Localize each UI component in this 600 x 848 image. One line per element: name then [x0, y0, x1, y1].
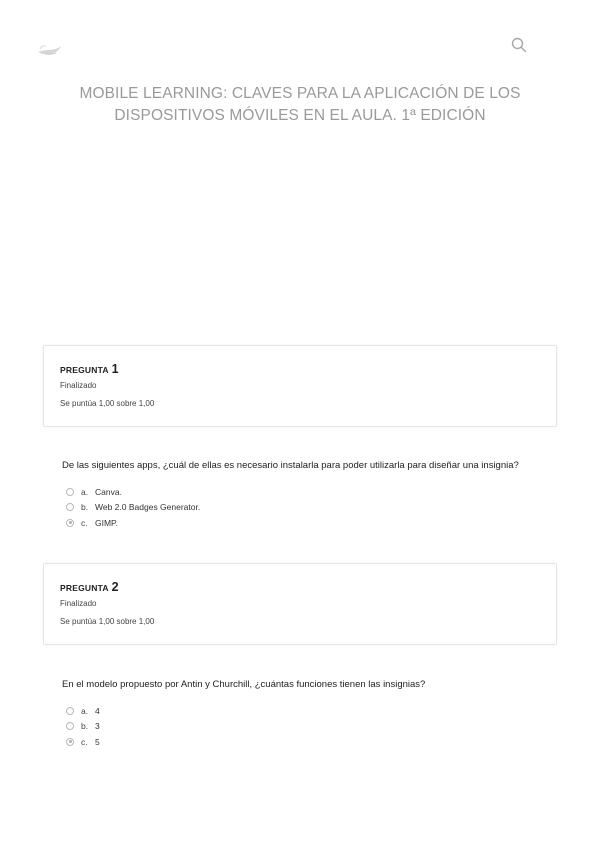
answer-option[interactable]: [66, 734, 100, 750]
page-title: MOBILE LEARNING: CLAVES PARA LA APLICACIÓN DE LOS DISPOSITIVOS MÓVILES EN EL AULA. 1ª EDICIÓN: [79, 85, 521, 124]
question-info-card: [43, 345, 557, 427]
question-state: Finalizado: [60, 381, 97, 390]
answer-option[interactable]: [66, 703, 100, 719]
answer-option[interactable]: [66, 719, 100, 735]
question-label: PREGUNTA: [60, 583, 109, 593]
option-letter: a.: [81, 486, 89, 497]
answer-option[interactable]: [66, 484, 200, 500]
question-heading: [60, 578, 119, 596]
option-letter: c.: [81, 517, 88, 528]
bird-logo-icon[interactable]: [36, 40, 62, 58]
option-text: Canva.: [95, 486, 122, 497]
question-label: PREGUNTA: [60, 365, 109, 375]
question-text: De las siguientes apps, ¿cuál de ellas es necesario instalarla para poder utilizarla para diseñar una insignia?: [62, 460, 519, 471]
radio-button-selected[interactable]: [66, 519, 74, 527]
question-grade: Se puntúa 1,00 sobre 1,00: [60, 399, 155, 408]
radio-button[interactable]: [66, 503, 74, 511]
radio-button[interactable]: [66, 488, 74, 496]
question-text: En el modelo propuesto por Antin y Churchill, ¿cuántas funciones tienen las insignias?: [62, 679, 426, 690]
option-text: 5: [95, 736, 100, 747]
radio-button[interactable]: [66, 707, 74, 715]
radio-button[interactable]: [66, 722, 74, 730]
option-letter: b.: [81, 502, 89, 513]
option-letter: a.: [81, 705, 89, 716]
option-text: 4: [95, 705, 100, 716]
radio-button-selected[interactable]: [66, 738, 74, 746]
answer-option[interactable]: [66, 500, 200, 516]
question-state: Finalizado: [60, 599, 97, 608]
question-grade: Se puntúa 1,00 sobre 1,00: [60, 617, 155, 626]
answer-option[interactable]: [66, 515, 200, 531]
option-text: GIMP.: [95, 517, 118, 528]
option-letter: c.: [81, 736, 88, 747]
question-number: 1: [111, 362, 119, 376]
option-text: Web 2.0 Badges Generator.: [95, 502, 201, 513]
question-heading: [60, 360, 119, 378]
answer-options: [66, 703, 100, 750]
option-text: 3: [95, 721, 100, 732]
option-letter: b.: [81, 721, 89, 732]
question-number: 2: [111, 580, 119, 594]
search-icon[interactable]: [510, 36, 528, 54]
answer-options: [66, 484, 200, 531]
question-info-card: [43, 563, 557, 645]
